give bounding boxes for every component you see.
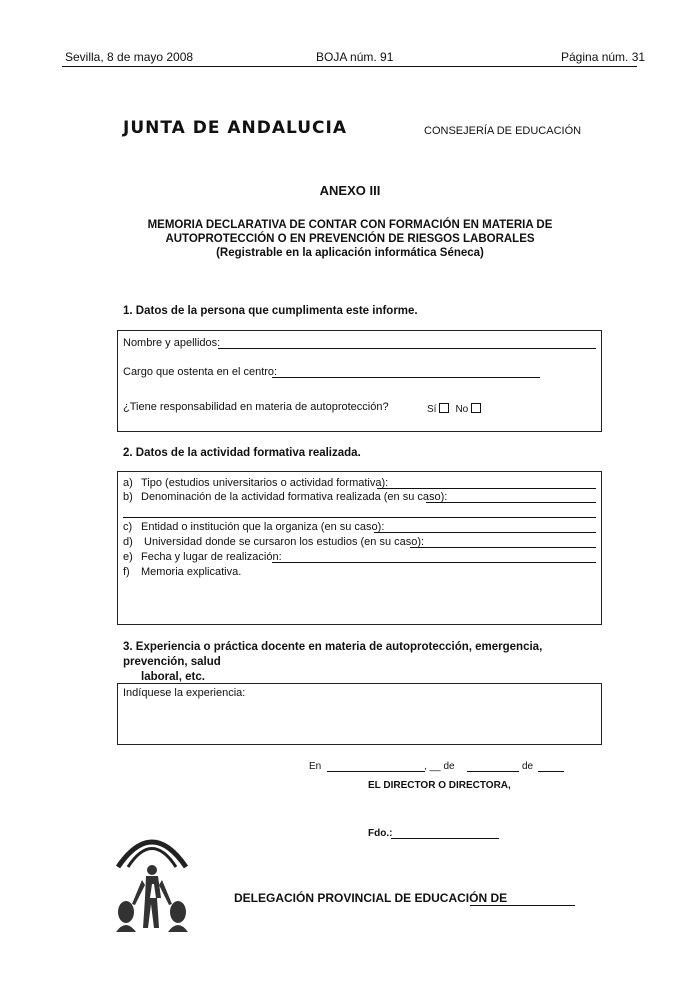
item-f-letter: f) bbox=[123, 566, 130, 578]
responsibility-label: ¿Tiene responsabilidad en materia de autoprotección? bbox=[123, 401, 389, 413]
item-d-field[interactable] bbox=[410, 547, 596, 548]
item-a-text: Tipo (estudios universitarios o actividad formativa): bbox=[141, 477, 389, 489]
item-c-text: Entidad o institución que la organiza (en su caso): bbox=[141, 521, 385, 533]
junta-logotype: JUNTA DE ANDALUCIA bbox=[123, 118, 347, 138]
item-b-field-2[interactable] bbox=[123, 517, 596, 518]
year-label: de bbox=[522, 761, 534, 772]
no-checkbox[interactable] bbox=[471, 403, 481, 413]
responsibility-options bbox=[427, 403, 487, 415]
item-e-field[interactable] bbox=[272, 562, 596, 563]
si-checkbox[interactable] bbox=[439, 403, 449, 413]
item-a bbox=[123, 477, 388, 489]
andalucia-emblem bbox=[112, 822, 192, 940]
header-bulletin: BOJA núm. 91 bbox=[316, 50, 394, 64]
item-e-text: Fecha y lugar de realización: bbox=[141, 551, 282, 563]
section3-heading bbox=[123, 640, 603, 685]
si-label: Sí bbox=[427, 404, 437, 415]
month-field[interactable] bbox=[467, 771, 519, 772]
delegacion-label: DELEGACIÓN PROVINCIAL DE EDUCACIÓN DE bbox=[234, 891, 508, 905]
annex-title-line3: (Registrable en la aplicación informática Séneca) bbox=[216, 247, 484, 259]
header-rule bbox=[62, 66, 637, 67]
cargo-field[interactable] bbox=[272, 377, 540, 378]
item-c-letter: c) bbox=[123, 521, 133, 533]
fdo-label: Fdo.: bbox=[368, 828, 393, 839]
section3-heading-line2: laboral, etc. bbox=[141, 671, 205, 683]
item-b-field[interactable] bbox=[426, 502, 596, 503]
item-d bbox=[123, 536, 424, 548]
item-e-letter: e) bbox=[123, 551, 133, 563]
no-label: No bbox=[455, 404, 469, 415]
item-d-letter: d) bbox=[123, 536, 133, 548]
annex-label: ANEXO III bbox=[319, 183, 381, 198]
section1-heading: 1. Datos de la persona que cumplimenta este informe. bbox=[123, 305, 418, 317]
delegacion-field[interactable] bbox=[470, 905, 575, 906]
name-field[interactable] bbox=[218, 348, 596, 349]
item-c bbox=[123, 521, 384, 533]
item-b bbox=[123, 491, 447, 503]
header-page: Página núm. 31 bbox=[561, 50, 646, 64]
place-label: En bbox=[309, 761, 322, 772]
item-f-text: Memoria explicativa. bbox=[141, 566, 242, 578]
experience-label: Indíquese la experiencia: bbox=[123, 687, 246, 699]
item-e bbox=[123, 551, 282, 563]
place-field[interactable] bbox=[327, 771, 425, 772]
item-a-letter: a) bbox=[123, 477, 133, 489]
section3-heading-line1: 3. Experiencia o práctica docente en materia de autoprotección, emergencia, prevención, salud bbox=[123, 641, 543, 668]
item-d-text: Universidad donde se cursaron los estudios (en su caso): bbox=[141, 536, 425, 548]
section2-heading: 2. Datos de la actividad formativa realizada. bbox=[123, 447, 361, 459]
item-f bbox=[123, 566, 241, 578]
day-label: , __ de bbox=[424, 761, 455, 772]
year-field[interactable] bbox=[538, 771, 564, 772]
name-label: Nombre y apellidos: bbox=[123, 337, 221, 349]
annex-title bbox=[120, 218, 580, 260]
item-b-text: Denominación de la actividad formativa realizada (en su caso): bbox=[141, 491, 448, 503]
header-date: Sevilla, 8 de mayo 2008 bbox=[65, 50, 194, 64]
annex-title-line1: MEMORIA DECLARATIVA DE CONTAR CON FORMACIÓN EN MATERIA DE bbox=[147, 219, 553, 231]
signature-field[interactable] bbox=[391, 838, 499, 839]
annex-title-line2: AUTOPROTECCIÓN O EN PREVENCIÓN DE RIESGOS LABORALES bbox=[165, 233, 535, 245]
item-b-letter: b) bbox=[123, 491, 133, 503]
director-label: EL DIRECTOR O DIRECTORA, bbox=[368, 780, 511, 791]
item-c-field[interactable] bbox=[374, 532, 596, 533]
cargo-label: Cargo que ostenta en el centro: bbox=[123, 366, 278, 378]
consejeria-label: CONSEJERÍA DE EDUCACIÓN bbox=[424, 125, 582, 137]
item-a-field[interactable] bbox=[377, 488, 596, 489]
